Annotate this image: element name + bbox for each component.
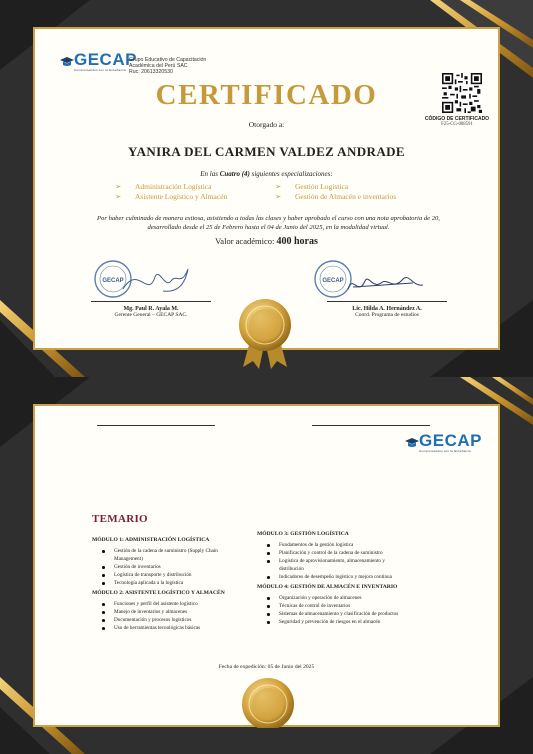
specializations-list [115, 183, 435, 201]
issue-date: Fecha de expedición: 05 de Junio del 2025 [218, 664, 315, 670]
logo-text: GECAP [419, 431, 482, 450]
gold-seal-icon [238, 676, 298, 728]
syllabus-title: TEMARIO [92, 513, 148, 525]
signer-name: Lic. Hilda A. Hernández A. [352, 306, 422, 312]
module-block [257, 584, 437, 626]
topic-item: Organización y operación de almacenes [257, 594, 437, 602]
certificate-card [33, 27, 500, 350]
academic-value [35, 236, 498, 247]
topic-item: Indicadores de desempeño logístico y mejora continua [257, 573, 437, 581]
specialization-label: Administración Logística [135, 182, 212, 191]
module-block [92, 537, 272, 587]
qr-code-label: CÓDIGO DE CERTIFICADO [424, 116, 490, 122]
topic-item: Manejo de inventarios y almacenes [92, 608, 272, 616]
svg-text:GECAP: GECAP [102, 278, 124, 284]
topic-item: Fundamentos de la gestión logística [257, 541, 437, 549]
graduation-cap-icon [405, 436, 419, 450]
org-line: Ruc: 20613320530 [129, 69, 173, 76]
academic-hours: 400 horas [276, 236, 318, 247]
signer-role: Gerente General – GECAP SAC. [114, 312, 188, 318]
certificate-back-page [0, 377, 533, 754]
topic-item: Tecnología aplicada a la logística [92, 579, 272, 587]
specialization-label: Gestión de Almacén e inventarios [295, 191, 397, 201]
org-line: Académica del Perú SAC [129, 63, 188, 70]
recipient-name: YANIRA DEL CARMEN VALDEZ ANDRADE [128, 144, 405, 159]
specializations-intro [35, 170, 498, 178]
specialization-item [275, 183, 435, 192]
svg-text:GECAP: GECAP [322, 278, 344, 284]
module-topics [92, 600, 272, 632]
logo-tagline: Comprometidos con la Enseñanza [74, 68, 126, 72]
topic-item: Logística de aprovisionamiento, almacenamiento y [257, 557, 437, 565]
module-block [257, 531, 437, 581]
topic-item: Seguridad y prevención de riesgos en el almacén [257, 618, 437, 626]
topic-item: Técnicas de control de inventarios [257, 602, 437, 610]
specialization-item [275, 193, 435, 202]
certificate-title: CERTIFICADO [155, 79, 378, 111]
topic-item: Gestión de la cadena de suministro (Supply Chain [92, 547, 272, 555]
arrow-icon: ➢ [115, 182, 122, 191]
module-title: MÓDULO 3: GESTIÓN LOGÍSTICA [257, 531, 349, 537]
arrow-icon: ➢ [115, 191, 122, 201]
right-signature-block [327, 301, 447, 318]
left-signature-stamp [93, 259, 203, 301]
topic-item: Funciones y perfil del asistente logístico [92, 600, 272, 608]
topic-item: Gestión de inventarios [92, 563, 272, 571]
syllabus-card [33, 404, 500, 727]
module-title: MÓDULO 1: ADMINISTRACIÓN LOGÍSTICA [92, 537, 210, 543]
specialization-label: Asistente Logístico y Almacén [135, 191, 228, 201]
qr-code-icon [442, 73, 482, 113]
spec-count: Cuatro (4) [219, 170, 250, 178]
specialization-item [115, 183, 275, 192]
left-signature-block [91, 301, 211, 318]
specialization-item [115, 193, 275, 202]
logo-text: GECAP [74, 50, 137, 69]
logo-tagline: Comprometidos con la Enseñanza [419, 449, 471, 453]
signature-line [327, 301, 447, 302]
org-line: Grupo Educativo de Capacitación [129, 57, 207, 63]
header-line-left [97, 425, 215, 426]
modules-right-column [257, 531, 437, 629]
module-topics [257, 594, 437, 626]
topic-item: Documentación y procesos logísticos [92, 616, 272, 624]
graduation-cap-icon [60, 55, 74, 69]
signer-name: Mg. Paul R. Ayala M. [123, 306, 179, 312]
gold-seal-icon [235, 297, 295, 369]
signer-role: Coord. Programa de estudios [355, 312, 419, 318]
spec-intro-pre: En las [200, 170, 218, 178]
gecap-logo [60, 51, 137, 72]
academic-value-label: Valor académico: [215, 236, 275, 246]
module-title: MÓDULO 2: ASISTENTE LOGÍSTICO Y ALMACÉN [92, 590, 225, 596]
modules-left-column [92, 537, 272, 635]
arrow-icon: ➢ [275, 182, 282, 191]
module-block [92, 590, 272, 632]
module-topics [92, 547, 272, 587]
arrow-icon: ➢ [275, 191, 282, 201]
topic-item-continued: distribución [279, 566, 304, 572]
gecap-logo [405, 432, 482, 453]
module-title: MÓDULO 4: GESTIÓN DE ALMACÉN E INVENTARIO [257, 584, 398, 590]
granted-label: Otorgado a: [248, 120, 285, 129]
signature-line [91, 301, 211, 302]
header-line-right [312, 425, 430, 426]
completion-statement [57, 214, 480, 232]
topic-item: Planificación y control de la cadena de suministro [257, 549, 437, 557]
statement-line: desarrollado desde el 25 de Febrero hasta el 04 de Junio del 2025, en la modalidad virtual. [147, 224, 390, 231]
topic-item: Logística de transporte y distribución [92, 571, 272, 579]
specialization-label: Gestión Logística [295, 182, 349, 191]
module-topics [257, 541, 437, 581]
topic-item: Uso de herramientas tecnológicas básicas [92, 624, 272, 632]
topic-item-continued: Management) [114, 556, 143, 562]
spec-intro-post: siguientes especializaciones: [251, 170, 333, 178]
right-signature-stamp [313, 259, 433, 301]
certificate-code: F25-CG-008591 [441, 122, 473, 127]
topic-item: Sistemas de almacenamiento y clasificación de productos [257, 610, 437, 618]
organization-info [129, 57, 206, 76]
statement-line: Por haber culminado de manera exitosa, asistiendo a todas las clases y haber aprobado el curso con una nota aprobatoria de 20, [97, 215, 440, 222]
